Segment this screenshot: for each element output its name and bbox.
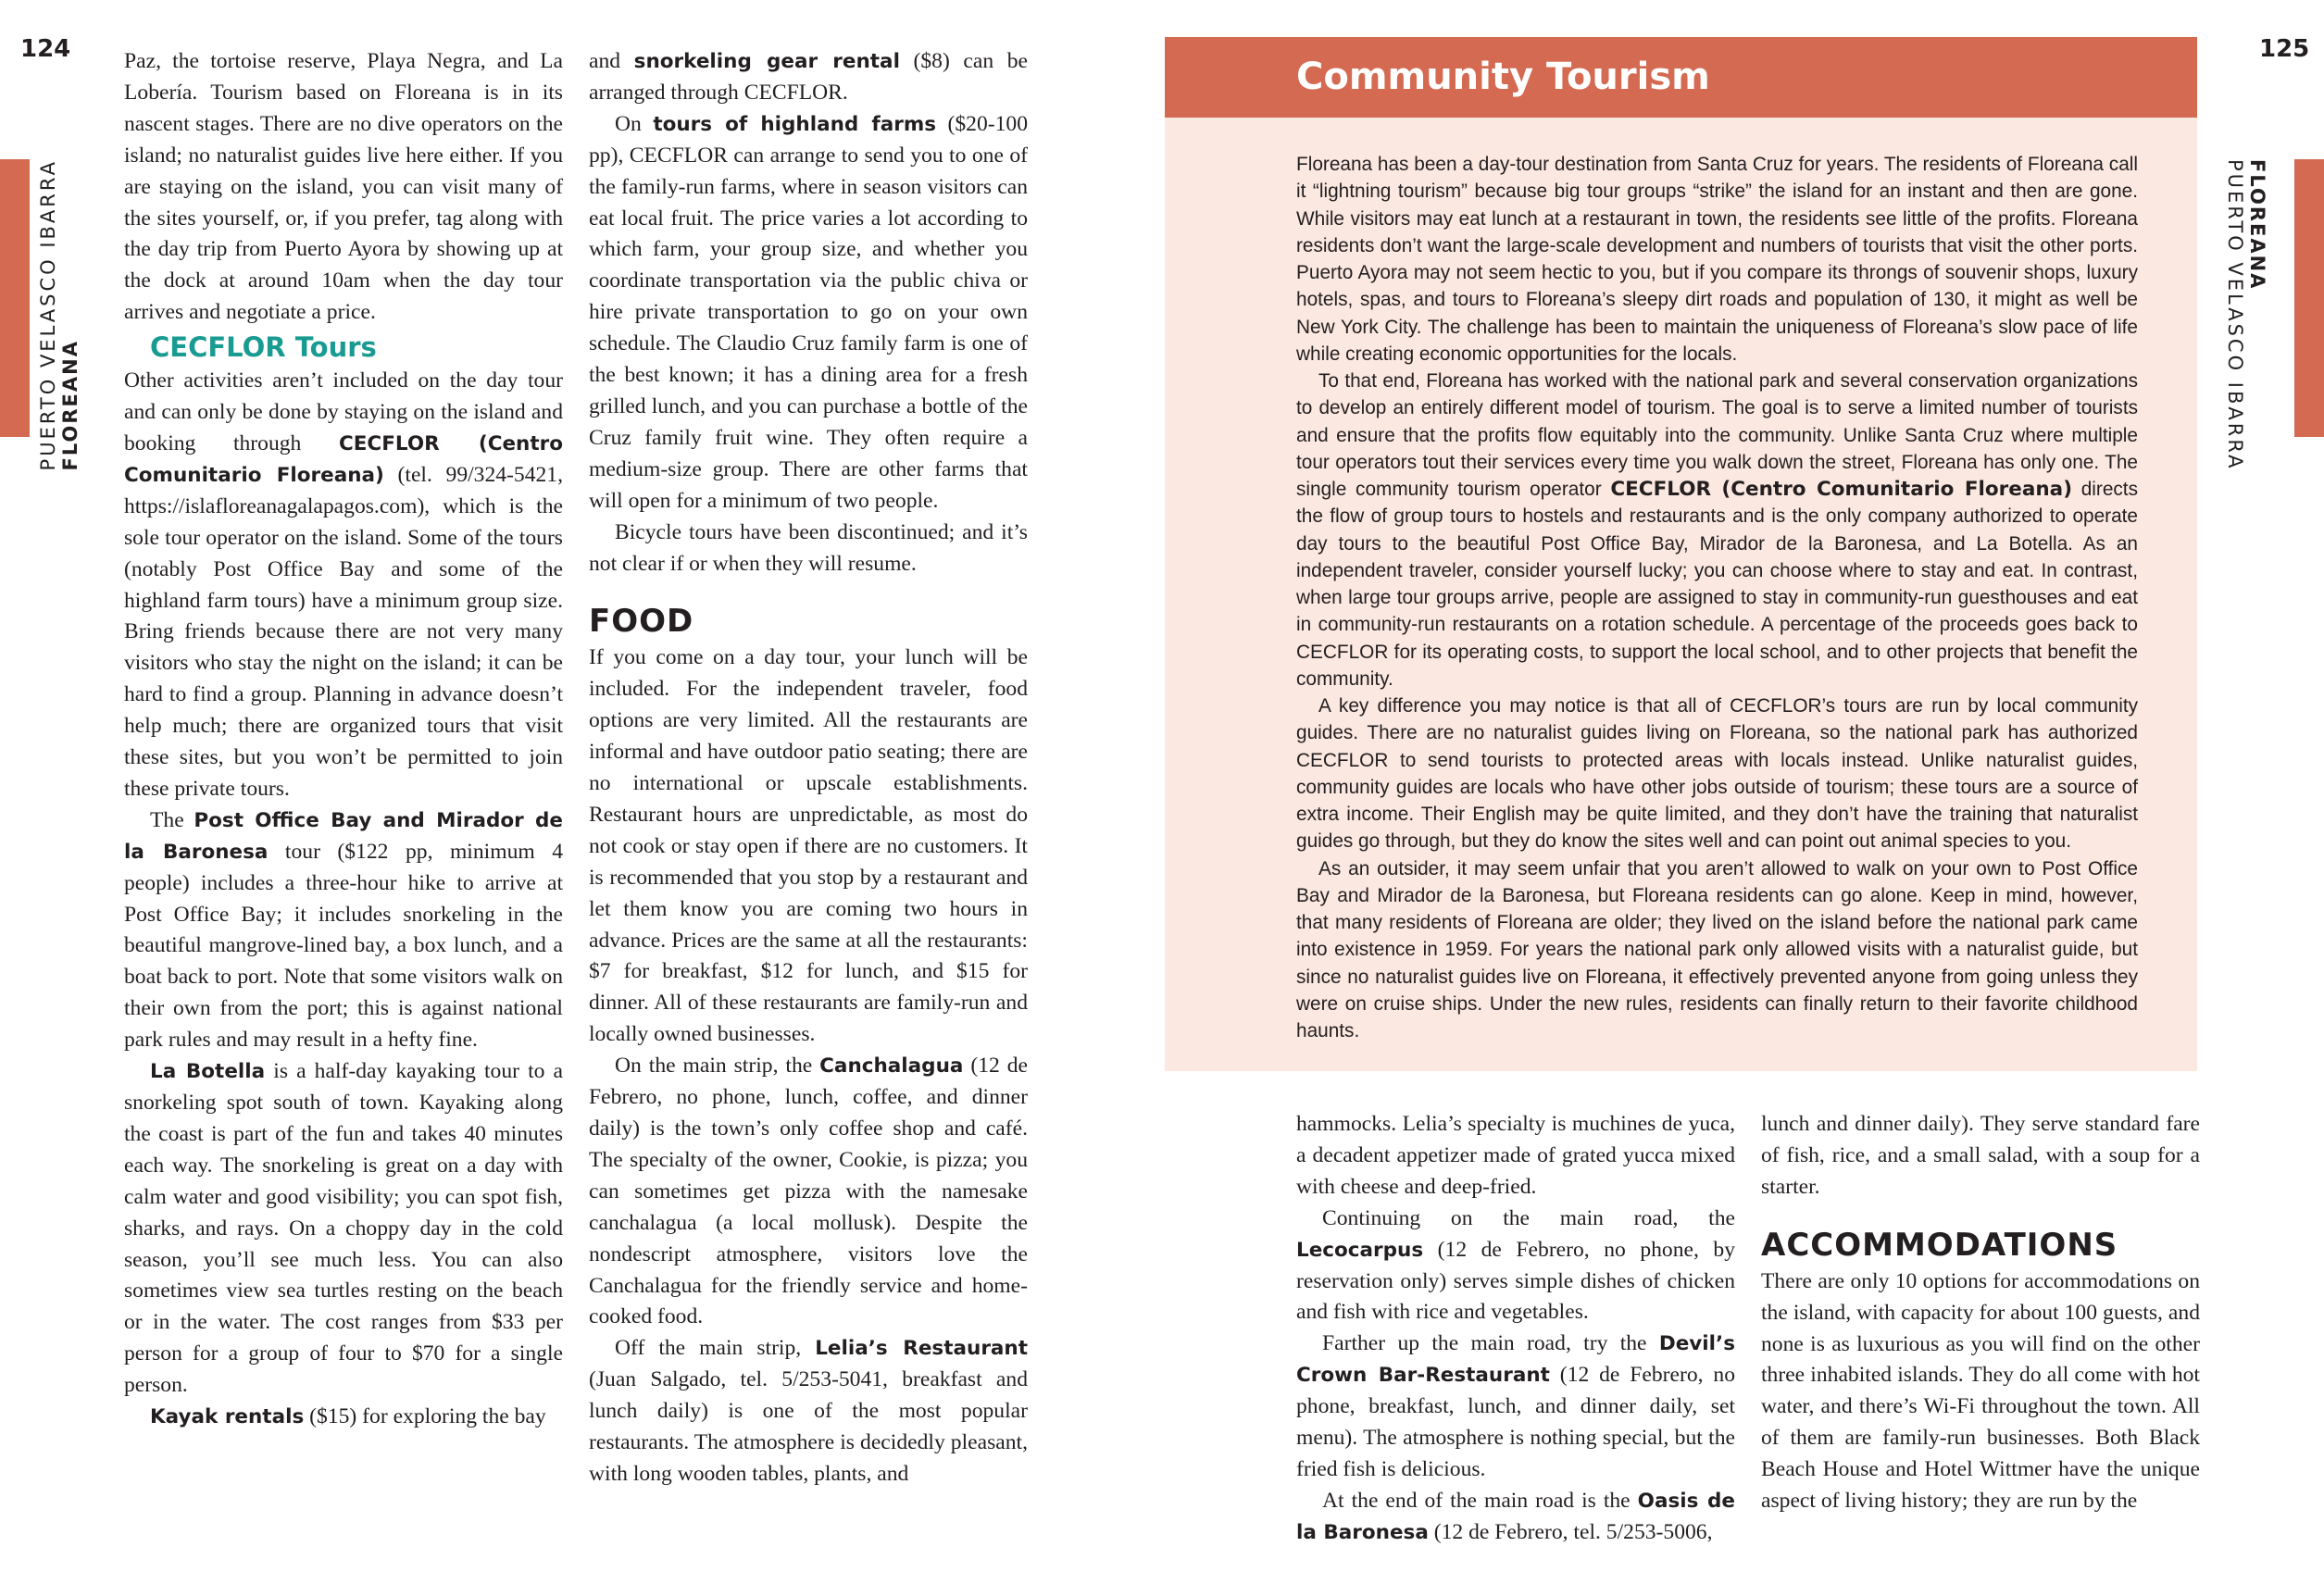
sidebar-community-tourism: [1165, 118, 2197, 1071]
col2-paragraph-4: If you come on a day tour, your lunch will be included. For the independent traveler, food options are very limited. All the restaurants are informal and have outdoor patio seating; there are no international or upscale establishments. Restaurant hours are unpredictable, as most do not cook or stay open if there are no customers. It is recommended that you stop by a restaurant and let them know you are coming two hours in advance. Prices are the same at all the restaurants: $7 for breakfast, $12 for lunch, and $15 for dinner. All of these restaurants are family-run and locally owned businesses.: [589, 645, 1028, 1047]
col1-paragraph-3: The Post Office Bay and Mirador de la Baronesa tour ($122 pp, minimum 4 people) includes a three-hour hike to arrive at Post Office Bay; it includes snorkeling in the beautiful mangrove-lined bay, a box lunch, and a boat back to port. Note that some visitors walk on their own from the port; this is against national park rules and may result in a hefty fine.: [124, 807, 564, 1053]
sidebar-paragraph-3: A key difference you may notice is that all of CECFLOR’s tours are run by local community guides. There are no naturalist guides living on Floreana, so the national park has authorized CECFLOR to send tourists to protected areas with locals instead. Unlike naturalist guides, community guides are locals who have other jobs outside of tourism; these tours are a source of extra income. Their English may be quite limited, and they don’t have the training that naturalist guides go through, but they do know the sites well and can point out animal species to you.: [1296, 695, 2138, 853]
column-3: [1296, 1109, 1735, 1549]
col3-paragraph-1: hammocks. Lelia’s specialty is muchines de yuca, a decadent appetizer made of grated yucca mixed with cheese and deep-fried.: [1296, 1112, 1735, 1199]
heading-cecflor-tours: CECFLOR Tours: [150, 331, 377, 364]
sidebar-paragraph-4: As an outsider, it may seem unfair that you aren’t allowed to walk on your own to Post Office Bay and Mirador de la Baronesa, but Floreana residents can go alone. Keep in mind, however, that many residents of Floreana are older; they lived on the island before the national park came into existence in 1959. For years the national park only allowed visits with a naturalist guide, but since no naturalist guides live on Floreana, it effectively prevented anyone from going unless they were on cruise ships. Under the new rules, residents can finally return to their favorite childhood haunts.: [1296, 857, 2138, 1041]
col3-paragraph-4: At the end of the main road is the Oasis de la Baronesa (12 de Febrero, tel. 5/253-5006,: [1296, 1488, 1735, 1544]
sidebar-cecflor-name: CECFLOR (Centro Comunitario Floreana): [1610, 478, 2073, 501]
lecocarpus: Lecocarpus: [1296, 1238, 1424, 1262]
post-office-bay-tour: Post Office Bay and Mirador de la Baronesa: [124, 808, 563, 864]
col2-paragraph-3: Bicycle tours have been discontinued; and it’s not clear if or when they will resume.: [589, 519, 1028, 576]
heading-food: FOOD: [589, 603, 694, 641]
running-head-left-sub: PUERTO VELASCO IBARRA: [37, 159, 59, 471]
col2-paragraph-6: Off the main strip, Lelia’s Restaurant (Juan Salgado, tel. 5/253-5041, breakfast and lunch daily) is one of the most popular restaurants. The atmosphere is decidedly pleasant, with long wooden tables, plants, and: [589, 1336, 1029, 1486]
sidebar-paragraph-1: Floreana has been a day-tour destination from Santa Cruz for years. The residents of Floreana call it “lightning tourism” because big tour groups “strike” the island for an instant and then are gone. While visitors may eat lunch at a restaurant in town, the residents see little of the profits. Floreana residents don’t want the large-scale development and numbers of tourists that visit the other ports. Puerto Ayora may not seem hectic to you, but if you compare its throngs of souvenir shops, luxury hotels, spas, and tours to Floreana’s sleepy dirt roads and population of 130, it might as well be New York City. The challenge has been to maintain the uniqueness of Floreana’s slow pace of life while creating economic opportunities for the locals.: [1296, 154, 2138, 365]
sidebar-paragraph-2: To that end, Floreana has worked with the national park and several conservation organizations to develop an entirely different model of tourism. The goal is to serve a limited number of tourists and ensure that the profits flow equitably into the community. Unlike Santa Cruz where multiple tour operators tout their services every time you walk down the street, Floreana has only one. The single community tourism operator CECFLOR (Centro Comunitario Floreana) directs the flow of group tours to hostels and restaurants and is the only company authorized to operate day tours to the beautiful Post Office Bay, Mirador de la Baronesa, and La Botella. As an independent traveler, consider yourself lucky; you can choose where to stay and eat. In contrast, when large tour groups arrive, people are assigned to stay in community-run guesthouses and eat in community-run restaurants on a rotation schedule. A percentage of the proceeds goes back to CECFLOR for its operating costs, to support the local school, and to other projects that benefit the community.: [1296, 370, 2138, 690]
highland-farm-tours: tours of highland farms: [653, 112, 937, 136]
column-4: [1761, 1109, 2200, 1517]
sidebar-title: Community Tourism: [1165, 37, 2197, 118]
oasis-de-la-baronesa: Oasis de la Baronesa: [1296, 1489, 1735, 1544]
col1-paragraph-5: Kayak rentals ($15) for exploring the bay: [150, 1404, 546, 1429]
la-botella: La Botella: [150, 1060, 266, 1084]
snorkeling-gear-rental: snorkeling gear rental: [633, 50, 900, 73]
cecflor-name: CECFLOR (Centro Comunitario Floreana): [124, 431, 564, 487]
column-2: [589, 46, 1028, 1490]
col3-paragraph-3: Farther up the main road, try the Devil’s Crown Bar-Restaurant (12 de Febrero, no phone, breakfast, lunch, and dinner daily, set menu). The atmosphere is nothing special, but the fried fish is delicious.: [1296, 1331, 1735, 1481]
col2-paragraph-2: On tours of highland farms ($20-100 pp), CECFLOR can arrange to send you to one of the family-run farms, where in season visitors can eat local fruit. The price varies a lot according to which farm, your group size, and whether you coordinate transportation via the public chiva or hire private transportation to go on your own schedule. The Claudio Cruz family farm is one of the best known; it has a dining area for a fresh grilled lunch, and you can purchase a bottle of the Cruz family fruit wine. They often require a medium-size group. There are other farms that will open for a minimum of two people.: [589, 111, 1029, 513]
col4-paragraph-1: lunch and dinner daily). They serve standard fare of fish, rice, and a small salad, with a soup for a starter.: [1761, 1112, 2200, 1199]
column-1: [124, 46, 563, 1433]
col3-paragraph-2: Continuing on the main road, the Lecocarpus (12 de Febrero, no phone, by reservation only) serves simple dishes of chicken and fish with rice and vegetables.: [1296, 1205, 1735, 1325]
running-head-right: [2224, 159, 2268, 470]
col1-paragraph-2: Other activities aren’t included on the day tour and can only be done by staying on the island and booking through CECFLOR (Centro Comunitario Floreana) (tel. 99/324-5421, https://islafloreanagalapagos.com), which is the sole tour operator on the island. Some of the tours (notably Post Office Bay and some of the highland farm tours) have a minimum group size. Bring friends because there are not very many visitors who stay the night on the island; it can be hard to find a group. Planning in advance doesn’t help much; there are organized tours that visit these sites, but you won’t be permitted to join these private tours.: [124, 368, 564, 801]
col4-paragraph-2: There are only 10 options for accommodations on the island, with capacity for about 100 guests, and none is as luxurious as you will find on the other three inhabited islands. They do all come with hot water, and there’s Wi-Fi throughout the town. All of them are family-run businesses. Both Black Beach House and Hotel Wittmer have the unique aspect of living history; they are run by the: [1761, 1268, 2200, 1514]
running-head-right-bold: FLOREANA: [2246, 159, 2268, 291]
running-head-right-sub: PUERTO VELASCO IBARRA: [2224, 159, 2246, 471]
page-number-right: 125: [2259, 35, 2310, 63]
running-head-left-bold: FLOREANA: [59, 340, 81, 471]
heading-accommodations: ACCOMMODATIONS: [1761, 1226, 2118, 1264]
col1-paragraph-1: Paz, the tortoise reserve, Playa Negra, and La Lobería. Tourism based on Floreana is in its nascent stages. There are no dive operators on the island; no naturalist guides live here either. If you are staying on the island, you can visit many of the sites yourself, or, if you prefer, tag along with the day trip from Puerto Ayora by showing up at the dock at around 10am when the day tour arrives and negotiate a price.: [124, 49, 563, 325]
canchalagua: Canchalagua: [819, 1054, 964, 1079]
section-tab-left: [0, 159, 30, 437]
col2-paragraph-1: and snorkeling gear rental ($8) can be arranged through CECFLOR.: [589, 49, 1028, 105]
lelias-restaurant: Lelia’s Restaurant: [815, 1337, 1029, 1361]
kayak-rentals: Kayak rentals: [150, 1405, 305, 1429]
page-number-left: 124: [20, 35, 71, 63]
section-tab-right: [2294, 159, 2324, 437]
devils-crown-bar: Devil’s Crown Bar-Restaurant: [1296, 1332, 1735, 1388]
col1-paragraph-4: La Botella is a half-day kayaking tour to a snorkeling spot south of town. Kayaking along the coast is part of the fun and takes 40 minutes each way. The snorkeling is great on a day with calm water and good visibility; you can spot fish, sharks, and rays. On a choppy day in the cold season, you’ll see much less. You can also sometimes view sea turtles resting on the beach or in the water. The cost ranges from $33 per person for a group of four to $70 for a single person.: [124, 1059, 563, 1398]
running-head-left: [37, 159, 81, 470]
col2-paragraph-5: On the main strip, the Canchalagua (12 de Febrero, no phone, lunch, coffee, and dinner daily) is the town’s only coffee shop and café. The specialty of the owner, Cookie, is pizza; you can sometimes get pizza with the namesake canchalagua (a local mollusk). Despite the nondescript atmosphere, visitors love the Canchalagua for the friendly service and home-cooked food.: [589, 1054, 1028, 1329]
